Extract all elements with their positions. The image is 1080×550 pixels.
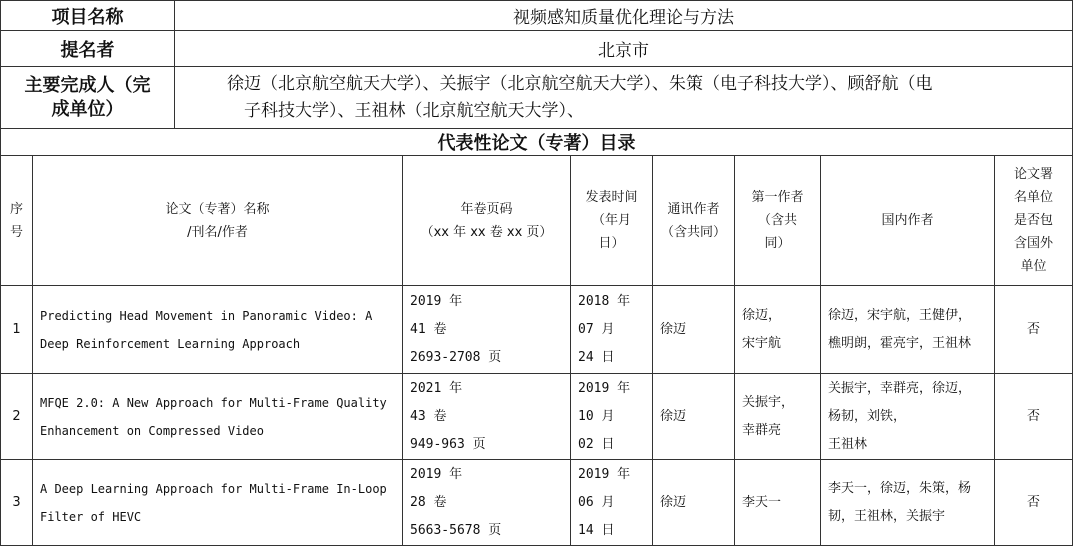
col-head-seq: 序 号	[1, 156, 33, 286]
project-name-label: 项目名称	[1, 1, 175, 31]
contributors-label-line1: 主要完成人（完	[24, 74, 151, 96]
col-head-foreign: 论文署 名单位 是否包 含国外 单位	[995, 156, 1073, 286]
row-corresponding: 徐迈	[653, 286, 735, 374]
row-foreign: 否	[995, 286, 1073, 374]
contributors-label	[1, 67, 175, 129]
contributors-value	[175, 67, 1073, 129]
row-first-author: 关振宇， 幸群亮	[735, 374, 821, 460]
contributors-line1: 徐迈（北京航空航天大学）、关振宇（北京航空航天大学）、朱策（电子科技大学）、顾舒航（电	[227, 73, 933, 94]
row-domestic: 徐迈，宋宇航，王健伊， 樵明朗，霍亮宇，王祖林	[821, 286, 995, 374]
row-title: Predicting Head Movement in Panoramic Video: A Deep Reinforcement Learning Approach	[33, 286, 403, 374]
row-title: A Deep Learning Approach for Multi-Frame In-Loop Filter of HEVC	[33, 460, 403, 546]
nominator-value: 北京市	[175, 31, 1073, 67]
row-seq: 1	[1, 286, 33, 374]
row-seq: 3	[1, 460, 33, 546]
row-foreign: 否	[995, 374, 1073, 460]
row-volume: 2019 年 28 卷 5663-5678 页	[403, 460, 571, 546]
row-first-author: 徐迈， 宋宇航	[735, 286, 821, 374]
row-title: MFQE 2.0: A New Approach for Multi-Frame Quality Enhancement on Compressed Video	[33, 374, 403, 460]
col-head-corresponding: 通讯作者 （含共同）	[653, 156, 735, 286]
contributors-line2: 子科技大学）、王祖林（北京航空航天大学）、	[244, 100, 584, 121]
row-volume: 2019 年 41 卷 2693-2708 页	[403, 286, 571, 374]
table-row	[1, 460, 1073, 546]
table-row	[1, 374, 1073, 460]
row-date: 2018 年 07 月 24 日	[571, 286, 653, 374]
row-domestic: 关振宇，幸群亮，徐迈， 杨韧，刘铁， 王祖林	[821, 374, 995, 460]
row-domestic: 李天一，徐迈，朱策，杨 韧，王祖林，关振宇	[821, 460, 995, 546]
nominator-label: 提名者	[1, 31, 175, 67]
table-row	[1, 286, 1073, 374]
contributors-label-line2: 成单位）	[51, 98, 124, 120]
row-volume: 2021 年 43 卷 949-963 页	[403, 374, 571, 460]
col-head-domestic: 国内作者	[821, 156, 995, 286]
col-head-first-author: 第一作者 （含共 同）	[735, 156, 821, 286]
row-seq: 2	[1, 374, 33, 460]
row-date: 2019 年 06 月 14 日	[571, 460, 653, 546]
row-foreign: 否	[995, 460, 1073, 546]
row-corresponding: 徐迈	[653, 460, 735, 546]
section-title: 代表性论文（专著）目录	[1, 129, 1073, 156]
col-head-date: 发表时间 （年月 日）	[571, 156, 653, 286]
col-head-volume: 年卷页码 （xx 年 xx 卷 xx 页）	[403, 156, 571, 286]
row-date: 2019 年 10 月 02 日	[571, 374, 653, 460]
project-name-value: 视频感知质量优化理论与方法	[175, 1, 1073, 31]
col-head-title: 论文（专著）名称 /刊名/作者	[33, 156, 403, 286]
row-corresponding: 徐迈	[653, 374, 735, 460]
row-first-author: 李天一	[735, 460, 821, 546]
